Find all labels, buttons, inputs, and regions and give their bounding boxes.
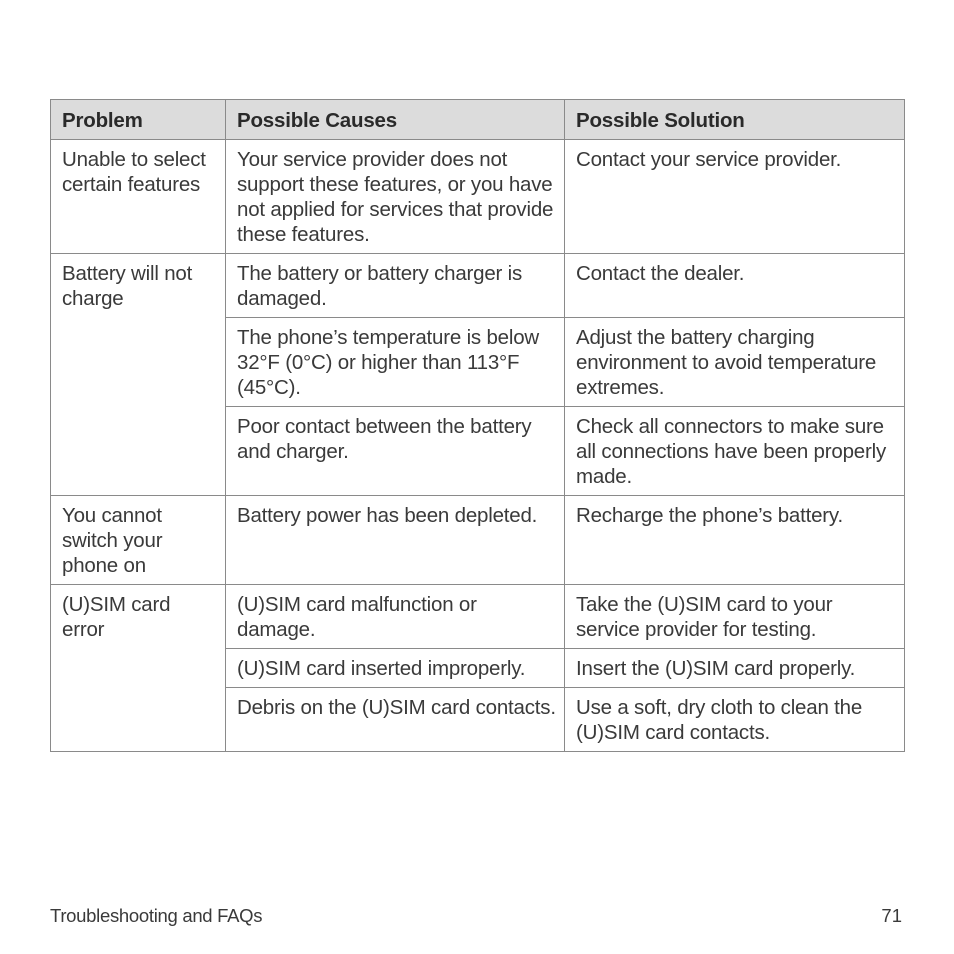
- cause-cell: Your service provider does not support these features, or you have not applied for services that provide these features.: [226, 140, 565, 254]
- header-possible-solution: Possible Solution: [565, 100, 905, 140]
- table-row: [51, 585, 905, 649]
- problem-cell: Battery will not charge: [51, 254, 226, 496]
- solution-cell: Adjust the battery charging environment to avoid temperature extremes.: [565, 318, 905, 407]
- cause-cell: Debris on the (U)SIM card contacts.: [226, 688, 565, 752]
- solution-cell: Use a soft, dry cloth to clean the (U)SIM card contacts.: [565, 688, 905, 752]
- cause-cell: (U)SIM card inserted improperly.: [226, 649, 565, 688]
- cause-cell: The phone’s temperature is below 32°F (0°C) or higher than 113°F (45°C).: [226, 318, 565, 407]
- table-header-row: [51, 100, 905, 140]
- solution-cell: Take the (U)SIM card to your service provider for testing.: [565, 585, 905, 649]
- header-problem: Problem: [51, 100, 226, 140]
- table-row: [51, 254, 905, 318]
- table-row: [51, 140, 905, 254]
- table-row: [51, 496, 905, 585]
- footer-section-title: Troubleshooting and FAQs: [50, 905, 263, 926]
- troubleshooting-table: [50, 99, 905, 752]
- cause-cell: Poor contact between the battery and charger.: [226, 407, 565, 496]
- problem-cell: Unable to select certain features: [51, 140, 226, 254]
- page-number: 71: [881, 905, 902, 926]
- solution-cell: Contact the dealer.: [565, 254, 905, 318]
- cause-cell: (U)SIM card malfunction or damage.: [226, 585, 565, 649]
- cause-cell: Battery power has been depleted.: [226, 496, 565, 585]
- solution-cell: Insert the (U)SIM card properly.: [565, 649, 905, 688]
- solution-cell: Contact your service provider.: [565, 140, 905, 254]
- solution-cell: Check all connectors to make sure all connections have been properly made.: [565, 407, 905, 496]
- cause-cell: The battery or battery charger is damaged.: [226, 254, 565, 318]
- problem-cell: You cannot switch your phone on: [51, 496, 226, 585]
- problem-cell: (U)SIM card error: [51, 585, 226, 752]
- solution-cell: Recharge the phone’s battery.: [565, 496, 905, 585]
- header-possible-causes: Possible Causes: [226, 100, 565, 140]
